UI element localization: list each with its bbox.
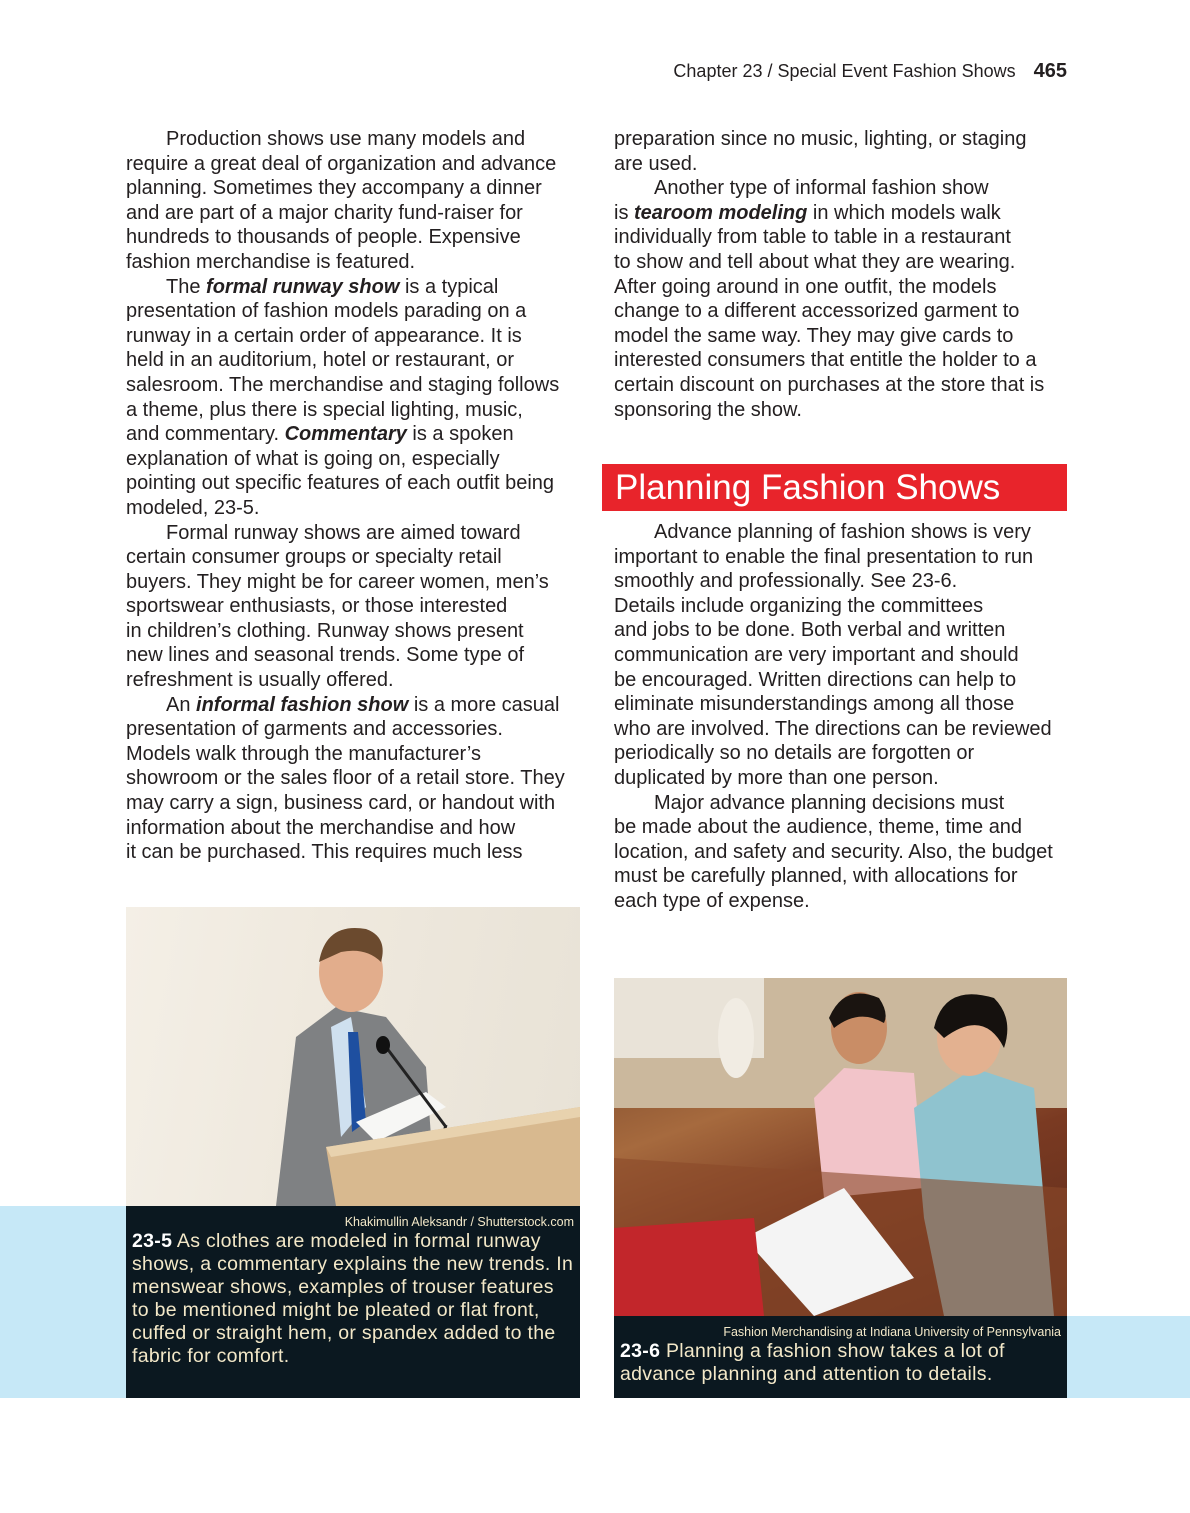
text-line xyxy=(614,643,1053,668)
text-line xyxy=(614,741,1053,766)
text-line xyxy=(614,692,1053,717)
text-line xyxy=(614,569,1053,594)
text-segment: modeled, 23-5. xyxy=(126,496,260,519)
text-segment: each type of expense. xyxy=(614,889,810,912)
text-line xyxy=(614,618,1053,643)
text-segment: communication are very important and should xyxy=(614,643,1019,666)
left-column-text xyxy=(126,127,565,865)
text-line xyxy=(126,348,565,373)
caption-body: Planning a fashion show takes a lot of advance planning and attention to details. xyxy=(620,1340,1005,1385)
text-line xyxy=(614,889,1053,914)
key-term: formal runway show xyxy=(206,275,400,298)
text-line xyxy=(126,250,565,275)
accent-strip-right xyxy=(1067,1316,1190,1398)
text-line xyxy=(614,668,1053,693)
text-segment: sportswear enthusiasts, or those interested xyxy=(126,595,508,618)
figure-number: 23-5 xyxy=(132,1230,173,1252)
text-line xyxy=(126,693,565,718)
text-line xyxy=(126,521,565,546)
key-term: tearoom modeling xyxy=(634,201,808,224)
text-line xyxy=(614,201,1044,226)
figure-caption-23-6 xyxy=(614,1316,1067,1398)
text-segment: explanation of what is going on, especially xyxy=(126,447,500,470)
text-segment: sponsoring the show. xyxy=(614,398,802,421)
text-line xyxy=(126,545,565,570)
text-line xyxy=(126,717,565,742)
text-segment: require a great deal of organization and advance xyxy=(126,152,557,175)
text-segment: are used. xyxy=(614,152,698,175)
figure-caption-23-5 xyxy=(126,1206,580,1398)
text-segment: must be carefully planned, with allocations for xyxy=(614,865,1018,888)
text-segment: model the same way. They may give cards to xyxy=(614,324,1014,347)
text-line xyxy=(126,840,565,865)
photo-commentator-at-podium xyxy=(126,907,580,1206)
text-segment: in which models walk xyxy=(807,201,1001,224)
caption-text xyxy=(620,1340,1061,1386)
right-column-text-bottom xyxy=(614,520,1053,914)
text-line xyxy=(614,373,1044,398)
text-segment: new lines and seasonal trends. Some type of xyxy=(126,644,525,667)
text-segment: individually from table to table in a restaurant xyxy=(614,226,1011,249)
text-segment: to show and tell about what they are wearing. xyxy=(614,250,1016,273)
text-segment: runway in a certain order of appearance. It is xyxy=(126,324,522,347)
text-segment: certain discount on purchases at the store that is xyxy=(614,373,1045,396)
text-line xyxy=(126,422,565,447)
running-header xyxy=(673,60,1067,83)
text-line xyxy=(614,594,1053,619)
text-line xyxy=(614,840,1053,865)
text-line xyxy=(614,250,1044,275)
text-line xyxy=(126,127,565,152)
text-segment: may carry a sign, business card, or handout with xyxy=(126,792,556,815)
photo-credit: Fashion Merchandising at Indiana University of Pennsylvania xyxy=(723,1325,1061,1339)
key-term: Commentary xyxy=(284,423,407,446)
text-segment: The xyxy=(166,275,207,298)
text-segment: be encouraged. Written directions can help to xyxy=(614,668,1017,691)
text-line xyxy=(126,496,565,521)
running-head-title: Chapter 23 / Special Event Fashion Shows xyxy=(673,61,1016,81)
text-segment: presentation of garments and accessories. xyxy=(126,718,503,741)
podium-illustration xyxy=(126,907,580,1206)
text-line xyxy=(126,152,565,177)
text-segment: salesroom. The merchandise and staging follows xyxy=(126,373,560,396)
text-segment: presentation of fashion models parading on a xyxy=(126,300,527,323)
text-line xyxy=(126,299,565,324)
text-line xyxy=(614,398,1044,423)
text-segment: is a spoken xyxy=(406,423,514,446)
figure-number: 23-6 xyxy=(620,1340,661,1362)
text-line xyxy=(614,545,1053,570)
text-segment: buyers. They might be for career women, men’s xyxy=(126,570,549,593)
text-segment: eliminate misunderstandings among all those xyxy=(614,693,1015,716)
text-line xyxy=(614,815,1053,840)
text-segment: in children’s clothing. Runway shows present xyxy=(126,619,524,642)
text-line xyxy=(126,570,565,595)
text-segment: refreshment is usually offered. xyxy=(126,669,394,692)
text-line xyxy=(614,225,1044,250)
page-number: 465 xyxy=(1033,60,1067,82)
text-segment: and are part of a major charity fund-raiser for xyxy=(126,201,523,224)
text-segment: important to enable the final presentation to run xyxy=(614,545,1034,568)
text-segment: periodically so no details are forgotten or xyxy=(614,742,975,765)
caption-body: As clothes are modeled in formal runway shows, a commentary explains the new trends. In menswear shows, examples of trouser features to be mentioned might be pleated or flat front, cuffed or straight hem, or spandex added to the fabric for comfort. xyxy=(132,1230,574,1367)
key-term: informal fashion show xyxy=(196,693,409,716)
accent-strip-left xyxy=(0,1206,126,1398)
text-segment: be made about the audience, theme, time and xyxy=(614,816,1023,839)
planning-illustration xyxy=(614,978,1067,1316)
text-segment: pointing out specific features of each outfit being xyxy=(126,472,555,495)
text-line xyxy=(126,791,565,816)
text-segment: interested consumers that entitle the holder to a xyxy=(614,349,1037,372)
text-line xyxy=(126,668,565,693)
text-segment: Details include organizing the committees xyxy=(614,594,984,617)
text-line xyxy=(126,275,565,300)
text-line xyxy=(614,152,1044,177)
text-segment: Formal runway shows are aimed toward xyxy=(166,521,521,544)
text-segment: is a typical xyxy=(399,275,499,298)
text-segment: is a more casual xyxy=(408,693,560,716)
text-line xyxy=(614,791,1053,816)
text-segment: information about the merchandise and how xyxy=(126,816,516,839)
text-segment: and jobs to be done. Both verbal and written xyxy=(614,619,1006,642)
text-segment: showroom or the sales floor of a retail store. They xyxy=(126,767,565,790)
text-segment: planning. Sometimes they accompany a dinner xyxy=(126,177,542,200)
caption-text xyxy=(132,1230,574,1368)
text-line xyxy=(126,643,565,668)
photo-students-planning xyxy=(614,978,1067,1316)
text-segment: location, and safety and security. Also, the budget xyxy=(614,840,1053,863)
text-line xyxy=(614,348,1044,373)
photo-credit: Khakimullin Aleksandr / Shutterstock.com xyxy=(344,1215,574,1229)
text-line xyxy=(126,373,565,398)
text-line xyxy=(126,816,565,841)
text-segment: Production shows use many models and xyxy=(166,128,526,150)
text-segment: Advance planning of fashion shows is very xyxy=(654,521,1031,543)
text-line xyxy=(126,594,565,619)
text-segment: fashion merchandise is featured. xyxy=(126,250,416,273)
text-segment: An xyxy=(166,693,197,716)
text-segment: it can be purchased. This requires much less xyxy=(126,841,523,864)
text-line xyxy=(614,299,1044,324)
text-line xyxy=(614,127,1044,152)
text-segment: and commentary. xyxy=(126,423,285,446)
text-line xyxy=(126,176,565,201)
text-segment: Major advance planning decisions must xyxy=(654,791,1005,814)
text-line xyxy=(614,176,1044,201)
text-segment: hundreds to thousands of people. Expensive xyxy=(126,226,521,249)
text-segment: After going around in one outfit, the models xyxy=(614,275,997,298)
text-segment: is xyxy=(614,201,634,224)
section-heading: Planning Fashion Shows xyxy=(602,464,1067,511)
text-line xyxy=(614,766,1053,791)
text-segment: a theme, plus there is special lighting, music, xyxy=(126,398,523,421)
text-segment: preparation since no music, lighting, or staging xyxy=(614,128,1027,150)
text-line xyxy=(126,742,565,767)
text-segment: who are involved. The directions can be reviewed xyxy=(614,717,1052,740)
text-line xyxy=(126,619,565,644)
text-line xyxy=(126,398,565,423)
text-line xyxy=(126,201,565,226)
text-segment: certain consumer groups or specialty retail xyxy=(126,546,502,569)
text-line xyxy=(126,766,565,791)
text-line xyxy=(126,324,565,349)
text-line xyxy=(614,520,1053,545)
text-segment: change to a different accessorized garment to xyxy=(614,300,1020,323)
text-segment: held in an auditorium, hotel or restaurant, or xyxy=(126,349,514,372)
text-line xyxy=(126,447,565,472)
text-line xyxy=(614,717,1053,742)
text-line xyxy=(126,225,565,250)
text-segment: Another type of informal fashion show xyxy=(654,177,989,200)
text-line xyxy=(614,275,1044,300)
text-segment: duplicated by more than one person. xyxy=(614,766,939,789)
text-segment: smoothly and professionally. See 23-6. xyxy=(614,570,958,593)
text-line xyxy=(614,324,1044,349)
text-line xyxy=(614,864,1053,889)
text-segment: Models walk through the manufacturer’s xyxy=(126,742,481,765)
right-column-text-top xyxy=(614,127,1044,422)
text-line xyxy=(126,471,565,496)
